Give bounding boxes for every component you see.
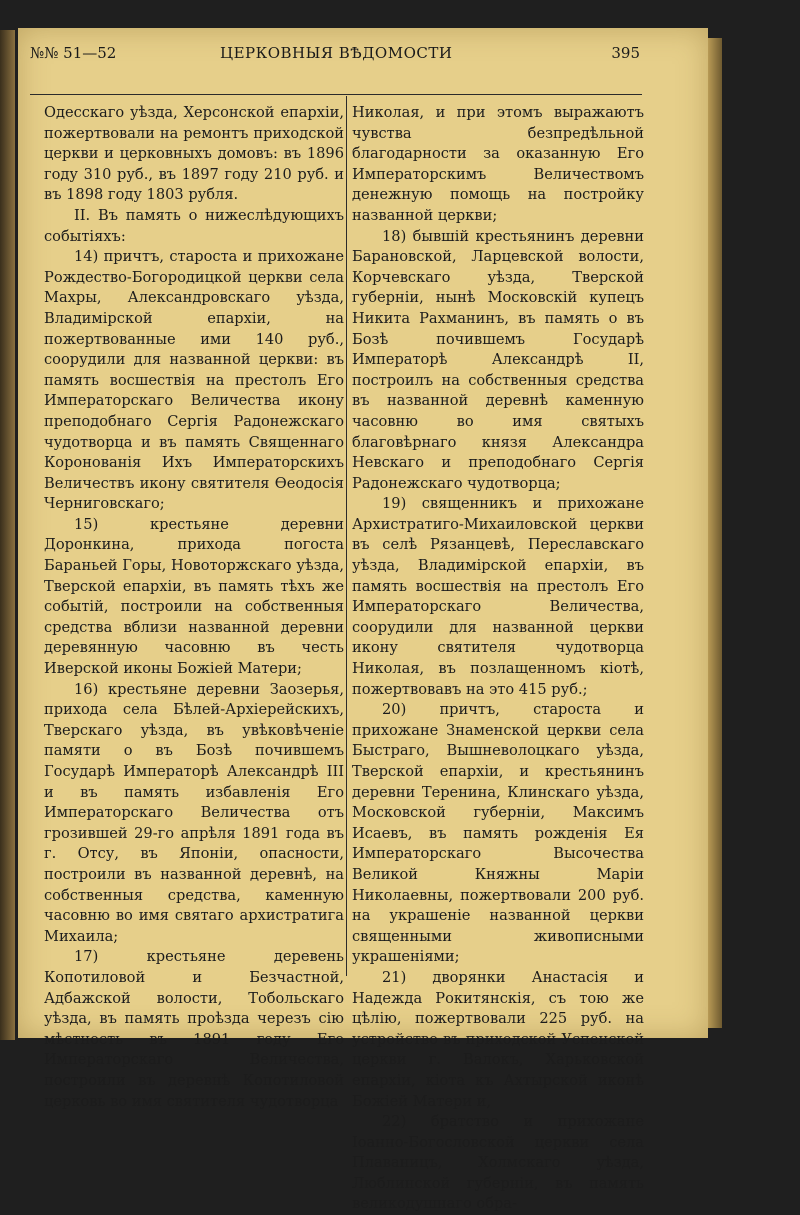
page-header bbox=[30, 44, 640, 66]
right-column bbox=[352, 103, 644, 1215]
page-number: 395 bbox=[611, 44, 640, 62]
paragraph-14: 14) причтъ, староста и прихожане Рождество-Богородицкой церкви села Махры, Александровскаго уѣзда, Владимірской епархіи, на пожертвованные ими 140 руб., соорудили для названной церкви: въ память восшествія на престолъ Его Императорскаго Величества икону преподобнаго Сергія Радонежскаго чудотворца и въ память Священнаго Коронованія Ихъ Императорскихъ Величествъ икону святителя Ѳеодосія Черниговскаго; bbox=[44, 248, 344, 513]
paragraph-19: 19) священникъ и прихожане Архистратиго-Михаиловской церкви въ селѣ Рязанцевѣ, Переславскаго уѣзда, Владимірской епархіи, въ память восшествія на престолъ Его Императорскаго Величества, соорудили для названной церкви икону святителя чудотворца Николая, въ позлащенномъ кіотѣ, пожертвовавъ на это 415 руб.; bbox=[352, 495, 644, 698]
paragraph-17: 17) крестьяне деревень Копотиловой и Безчастной, Адбажской волости, Тобольскаго уѣзда, въ память проѣзда черезъ сію мѣстность въ 1891 году Его Императорскаго Величества, построили въ деревнѣ Копотиловой церковь во имя святителя чудотворца bbox=[44, 948, 344, 1110]
paragraph-20: 20) причтъ, староста и прихожане Знаменской церкви села Быстраго, Вышневолоцкаго уѣзда, Тверской епархіи, и крестьянинъ деревни Теренина, Клинскаго уѣзда, Московской губерніи, Максимъ Исаевъ, въ память рожденія Ея Императорскаго Высочества Великой Княжны Маріи Николаевны, пожертвовали 200 руб. на украшеніе названной церкви священными живописными украшеніями; bbox=[352, 701, 644, 966]
paragraph-21: 21) дворянки Анастасія и Надежда Рокитянскія, съ тою же цѣлію, пожертвовали 225 руб. на устройство въ приходской Успенской церкви г. Валокъ, Харьковской епархіи, кіота къ Ахтырской иконѣ Божіей Матери и, bbox=[352, 968, 644, 1110]
paragraph-15: 15) крестьяне деревни Доронкина, прихода погоста Бараньей Горы, Новоторжскаго уѣзда, Тверской епархіи, въ память тѣхъ же событій, построили на собственныя средства вблизи названной деревни деревянную часовню въ честь Иверской иконы Божіей Матери; bbox=[44, 515, 344, 678]
issue-number: №№ 51—52 bbox=[30, 44, 117, 62]
book-spine-edge bbox=[0, 30, 15, 1040]
column-divider bbox=[346, 96, 347, 976]
paragraph-18: 18) бывшій крестьянинъ деревни Барановской, Ларцевской волости, Корчевскаго уѣзда, Тверской губерніи, нынѣ Московскій купецъ Никита Рахманинъ, въ память о въ Бозѣ почившемъ Государѣ Императорѣ Александрѣ II, построилъ на собственныя средства въ названной деревнѣ каменную часовню во имя святыхъ благовѣрнаго князя Александра Невскаго и преподобнаго Сергія Радонежскаго чудотворца; bbox=[352, 227, 644, 492]
paragraph-16: 16) крестьяне деревни Заозерья, прихода села Бѣлей-Архіерейскихъ, Тверскаго уѣзда, въ увѣковѣченіе памяти о въ Бозѣ почившемъ Государѣ Императорѣ Александрѣ III и въ память избавленія Его Императорскаго Величества отъ грозившей 29-го апрѣля 1891 года въ г. Отсу, въ Японіи, опасности, построили въ названной деревнѣ, на собственныя средства, каменную часовню во имя святаго архистратига Михаила; bbox=[44, 680, 344, 945]
header-rule bbox=[30, 94, 642, 95]
paragraph-continuation-right: Николая, и при этомъ выражаютъ чувства безпредѣльной благодарности за оказанную Его Императорскимъ Величествомъ денежную помощь на постройку названной церкви; bbox=[352, 104, 644, 224]
paragraph-continuation: Одесскаго уѣзда, Херсонской епархіи, пожертвовали на ремонтъ приходской церкви и церковныхъ домовъ: въ 1896 году 310 руб., въ 1897 году 210 руб. и въ 1898 году 1803 рубля. bbox=[44, 104, 344, 204]
section-heading: II. Въ память о нижеслѣдующихъ событіяхъ: bbox=[44, 206, 344, 245]
paragraph-22: 22) братство и прихожане Іоанно-Богословской церкви села Плаваницъ, Холмскаго уѣзда, Люблинской губерніи, въ память великодушнаго обра- bbox=[352, 1113, 644, 1213]
journal-title: ЦЕРКОВНЫЯ ВѢДОМОСТИ bbox=[220, 44, 453, 62]
left-column bbox=[44, 103, 344, 1112]
